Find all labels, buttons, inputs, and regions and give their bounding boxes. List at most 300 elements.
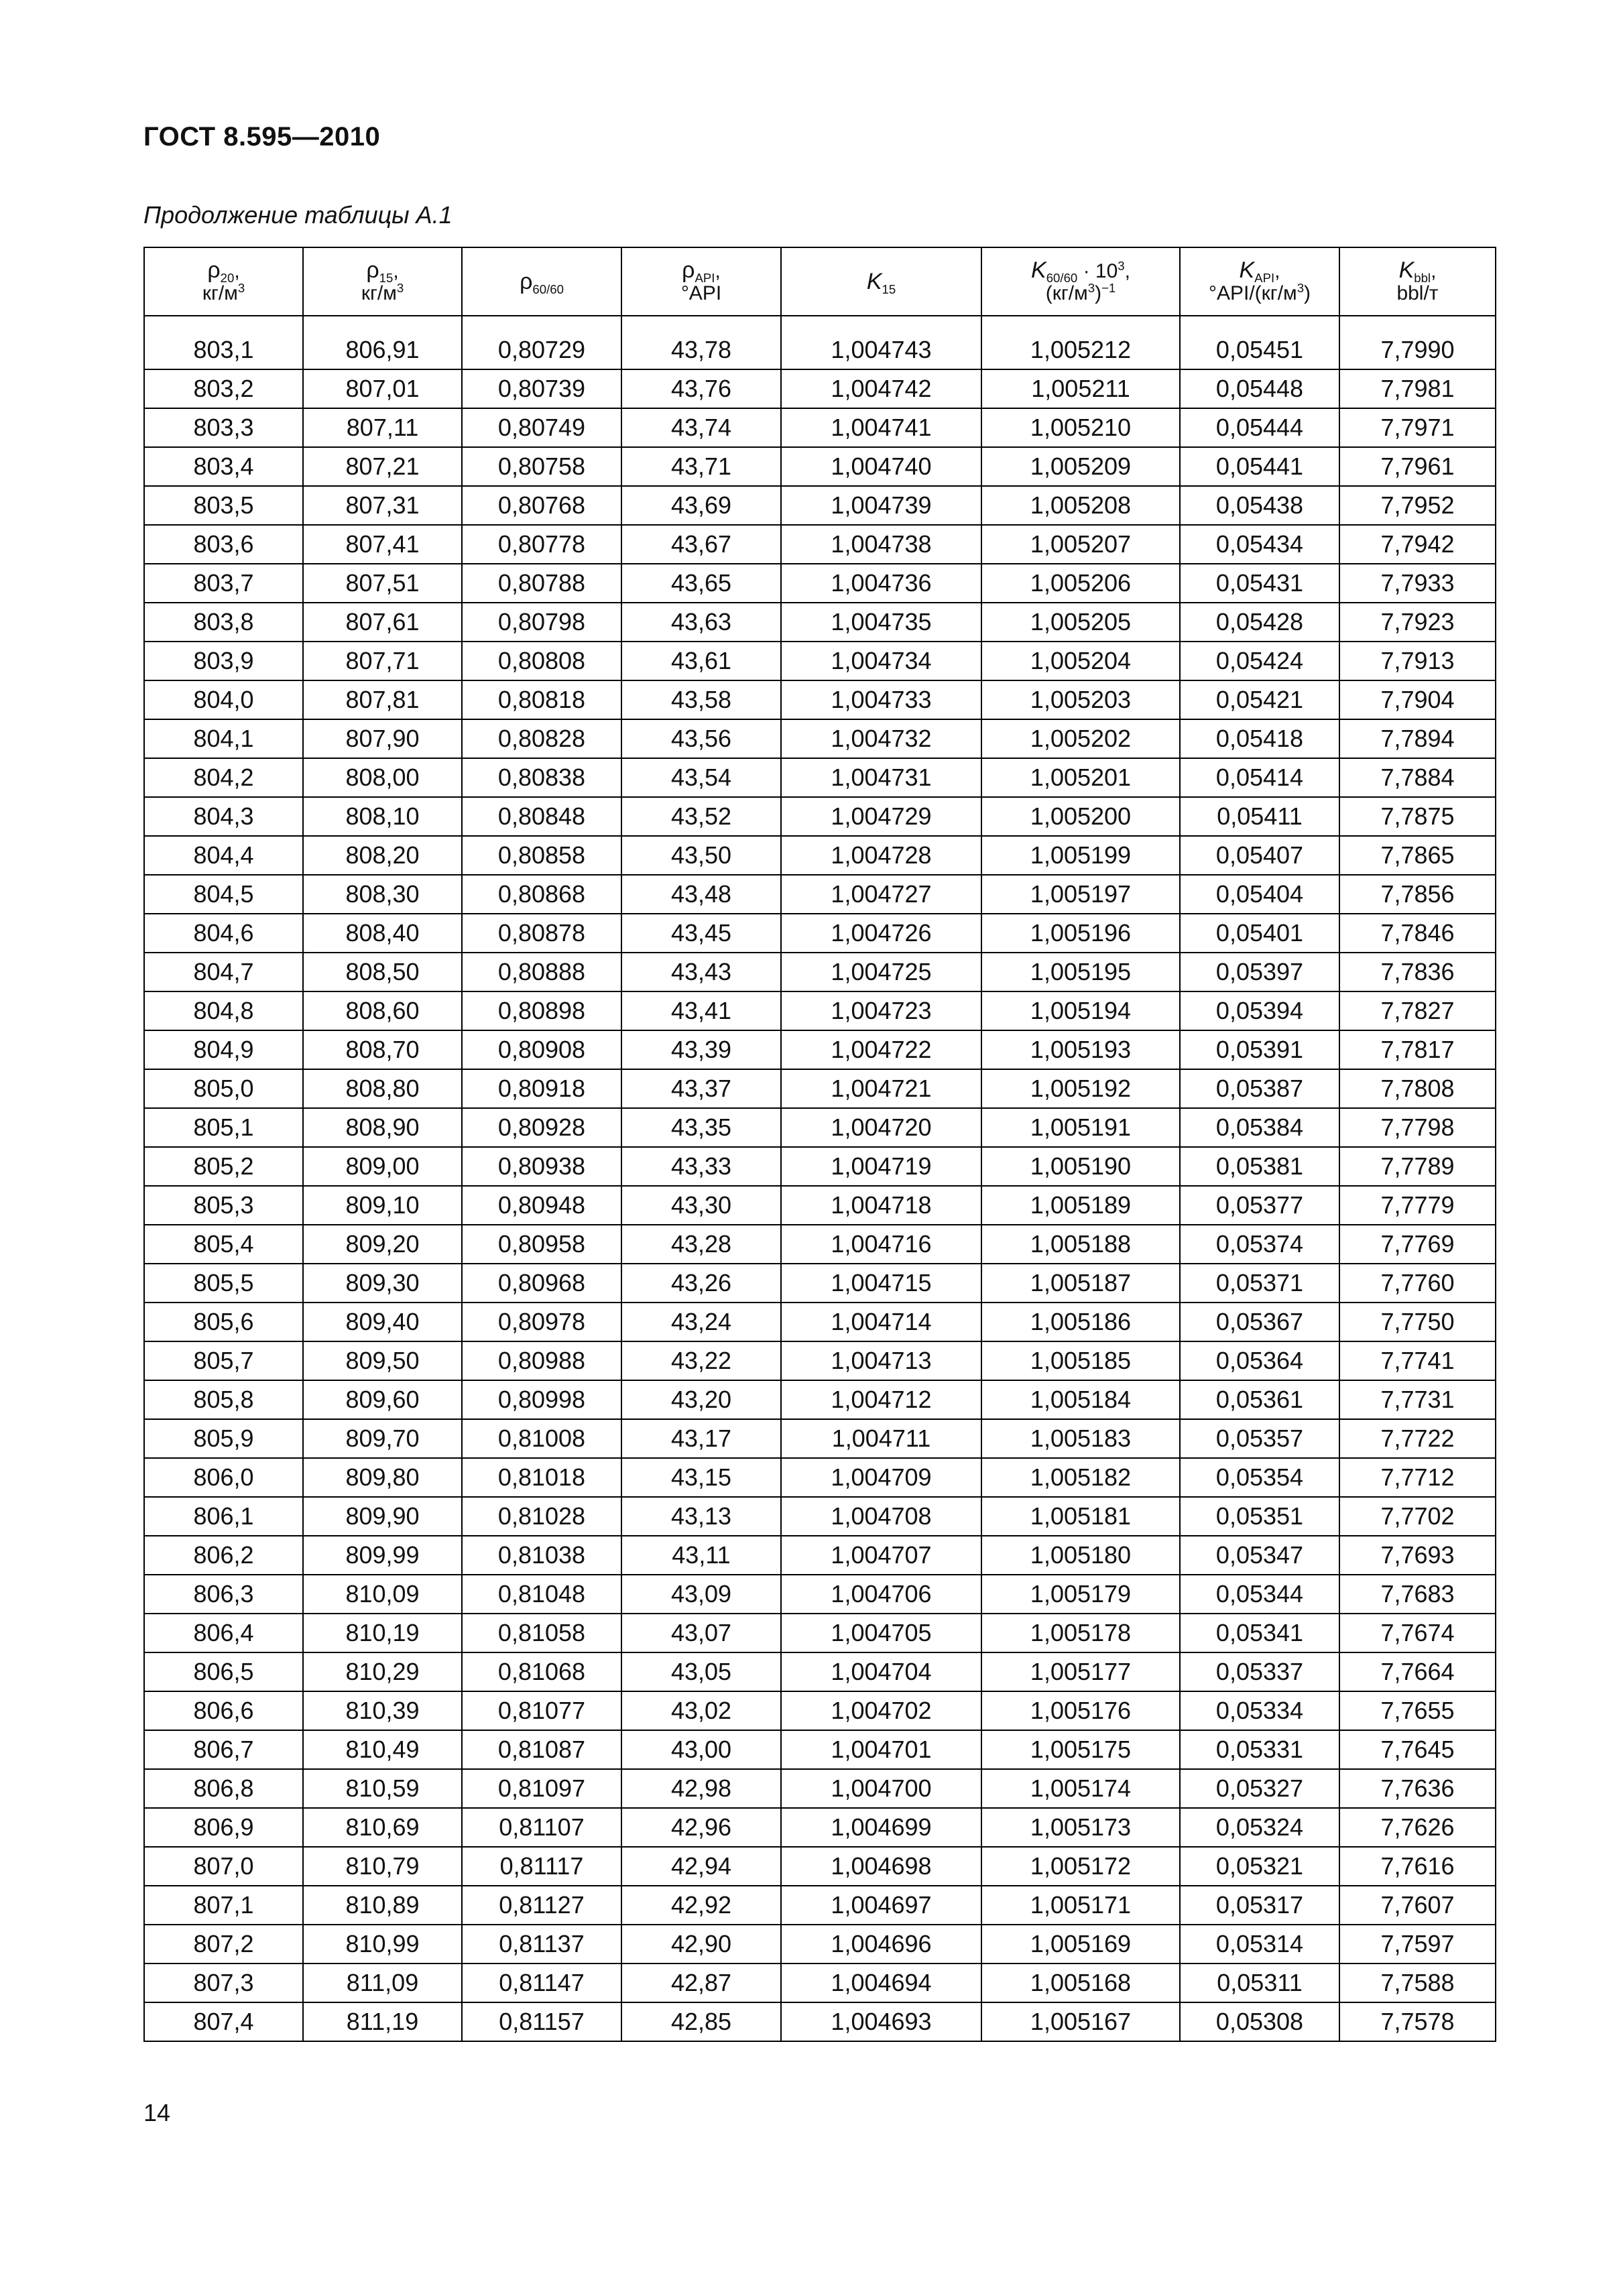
table-cell: 0,81117 [462,1847,621,1886]
table-cell: 7,7789 [1339,1147,1496,1186]
table-cell: 0,05421 [1180,680,1339,719]
table-cell: 1,005169 [981,1925,1180,1963]
table-cell: 1,004735 [781,603,981,642]
table-cell: 805,0 [144,1069,303,1108]
table-cell: 0,05311 [1180,1963,1339,2002]
table-cell: 0,05364 [1180,1341,1339,1380]
table-cell: 1,005185 [981,1341,1180,1380]
table-cell: 7,7616 [1339,1847,1496,1886]
table-cell: 0,05334 [1180,1691,1339,1730]
table-cell: 1,005194 [981,991,1180,1030]
table-cell: 7,7846 [1339,914,1496,953]
table-row [144,836,1496,875]
table-cell: 0,05324 [1180,1808,1339,1847]
table-cell: 1,004706 [781,1575,981,1614]
table-cell: 43,09 [621,1575,781,1614]
table-cell: 1,004711 [781,1419,981,1458]
table-cell: 809,60 [303,1380,462,1419]
table-row [144,680,1496,719]
table-cell: 1,005189 [981,1186,1180,1225]
table-cell: 1,004709 [781,1458,981,1497]
table-cell: 43,45 [621,914,781,953]
table-cell: 0,80788 [462,564,621,603]
table-row [144,1108,1496,1147]
table-cell: 807,41 [303,525,462,564]
table-cell: 809,10 [303,1186,462,1225]
table-cell: 1,004718 [781,1186,981,1225]
table-row [144,642,1496,680]
table-cell: 807,01 [303,369,462,408]
table-cell: 0,80998 [462,1380,621,1419]
table-cell: 0,05407 [1180,836,1339,875]
table-cell: 7,7856 [1339,875,1496,914]
table-cell: 0,05314 [1180,1925,1339,1963]
table-cell: 43,65 [621,564,781,603]
table-cell: 0,80729 [462,331,621,369]
table-cell: 803,2 [144,369,303,408]
table-cell: 43,48 [621,875,781,914]
table-cell: 1,005184 [981,1380,1180,1419]
table-cell: 1,005196 [981,914,1180,953]
table-cell: 806,5 [144,1652,303,1691]
table-cell: 1,004701 [781,1730,981,1769]
table-cell: 810,49 [303,1730,462,1769]
table-row [144,408,1496,447]
table-cell: 43,33 [621,1147,781,1186]
table-cell: 804,6 [144,914,303,953]
table-cell: 1,005188 [981,1225,1180,1264]
table-cell: 0,81008 [462,1419,621,1458]
table-cell: 7,7731 [1339,1380,1496,1419]
table-cell: 0,05371 [1180,1264,1339,1303]
table-row [144,1963,1496,2002]
table-cell: 0,81038 [462,1536,621,1575]
table-cell: 803,6 [144,525,303,564]
table-cell: 806,8 [144,1769,303,1808]
table-cell: 1,004697 [781,1886,981,1925]
table-row [144,1458,1496,1497]
table-cell: 7,7741 [1339,1341,1496,1380]
table-cell: 809,90 [303,1497,462,1536]
table-cell: 0,80858 [462,836,621,875]
table-cell: 803,3 [144,408,303,447]
table-cell: 1,005191 [981,1108,1180,1147]
table-cell: 1,005202 [981,719,1180,758]
table-cell: 0,81097 [462,1769,621,1808]
table-cell: 0,05404 [1180,875,1339,914]
table-row [144,1380,1496,1419]
table-row [144,953,1496,991]
table-cell: 0,80978 [462,1303,621,1341]
table-cell: 808,90 [303,1108,462,1147]
table-cell: 808,70 [303,1030,462,1069]
table-cell: 805,8 [144,1380,303,1419]
table-cell: 0,80808 [462,642,621,680]
table-cell: 1,005174 [981,1769,1180,1808]
table-row [144,369,1496,408]
table-cell: 7,7693 [1339,1536,1496,1575]
table-cell: 7,7588 [1339,1963,1496,2002]
table-row [144,447,1496,486]
table-cell: 43,02 [621,1691,781,1730]
table-cell: 7,7904 [1339,680,1496,719]
table-row [144,1847,1496,1886]
table-cell: 0,80948 [462,1186,621,1225]
table-cell: 1,005190 [981,1147,1180,1186]
table-cell: 807,3 [144,1963,303,2002]
table-cell: 43,58 [621,680,781,719]
table-cell: 808,40 [303,914,462,953]
table-cell: 807,71 [303,642,462,680]
table-cell: 811,19 [303,2002,462,2041]
table-cell: 43,00 [621,1730,781,1769]
table-cell: 0,05411 [1180,797,1339,836]
table-cell: 43,71 [621,447,781,486]
table-cell: 805,7 [144,1341,303,1380]
table-row [144,1069,1496,1108]
table-cell: 807,81 [303,680,462,719]
table-cell: 7,7942 [1339,525,1496,564]
table-row [144,1691,1496,1730]
table-cell: 0,05354 [1180,1458,1339,1497]
table-cell: 42,96 [621,1808,781,1847]
table-row [144,1769,1496,1808]
table-cell: 803,1 [144,331,303,369]
table-cell: 42,92 [621,1886,781,1925]
table-cell: 7,7865 [1339,836,1496,875]
table-row [144,758,1496,797]
table-cell: 1,004731 [781,758,981,797]
table-cell: 803,5 [144,486,303,525]
table-row [144,797,1496,836]
table-cell: 1,004700 [781,1769,981,1808]
table-cell: 0,05414 [1180,758,1339,797]
table-cell: 1,005173 [981,1808,1180,1847]
table-cell: 0,05341 [1180,1614,1339,1652]
header-spacer-row [144,316,1496,331]
table-cell: 7,7597 [1339,1925,1496,1963]
table-cell: 7,7836 [1339,953,1496,991]
table-cell: 1,004728 [781,836,981,875]
table-cell: 1,005208 [981,486,1180,525]
table-cell: 1,004729 [781,797,981,836]
table-cell: 0,05327 [1180,1769,1339,1808]
table-cell: 0,80968 [462,1264,621,1303]
page-number: 14 [143,2099,171,2126]
table-cell: 1,005205 [981,603,1180,642]
table-cell: 1,005179 [981,1575,1180,1614]
table-cell: 1,005180 [981,1536,1180,1575]
table-cell: 1,005178 [981,1614,1180,1652]
table-cell: 1,005187 [981,1264,1180,1303]
table-cell: 0,05431 [1180,564,1339,603]
table-cell: 803,9 [144,642,303,680]
table-cell: 810,89 [303,1886,462,1925]
table-cell: 810,99 [303,1925,462,1963]
table-cell: 0,80898 [462,991,621,1030]
table-cell: 0,81068 [462,1652,621,1691]
table-cell: 1,005192 [981,1069,1180,1108]
table-row [144,914,1496,953]
table-cell: 807,31 [303,486,462,525]
table-cell: 43,78 [621,331,781,369]
table-cell: 809,50 [303,1341,462,1380]
table-cell: 809,99 [303,1536,462,1575]
table-cell: 7,7779 [1339,1186,1496,1225]
table-cell: 7,7933 [1339,564,1496,603]
table-cell: 810,79 [303,1847,462,1886]
table-cell: 7,7607 [1339,1886,1496,1925]
table-cell: 809,70 [303,1419,462,1458]
table-cell: 1,004740 [781,447,981,486]
table-cell: 808,00 [303,758,462,797]
table-cell: 807,61 [303,603,462,642]
table-cell: 1,004738 [781,525,981,564]
table-cell: 1,005209 [981,447,1180,486]
table-cell: 43,37 [621,1069,781,1108]
table-cell: 809,80 [303,1458,462,1497]
table-cell: 0,05391 [1180,1030,1339,1069]
table-cell: 1,004705 [781,1614,981,1652]
table-cell: 43,63 [621,603,781,642]
table-row [144,1419,1496,1458]
table-cell: 0,05374 [1180,1225,1339,1264]
table-cell: 0,80908 [462,1030,621,1069]
table-cell: 804,7 [144,953,303,991]
table-cell: 0,05401 [1180,914,1339,953]
table-cell: 0,80818 [462,680,621,719]
table-cell: 43,69 [621,486,781,525]
table-cell: 7,7808 [1339,1069,1496,1108]
table-cell: 808,10 [303,797,462,836]
table-cell: 1,004719 [781,1147,981,1186]
table-cell: 803,4 [144,447,303,486]
table-cell: 0,05387 [1180,1069,1339,1108]
table-cell: 0,80768 [462,486,621,525]
table-cell: 0,81107 [462,1808,621,1847]
table-cell: 7,7712 [1339,1458,1496,1497]
table-cell: 7,7990 [1339,331,1496,369]
table-cell: 7,7702 [1339,1497,1496,1536]
table-cell: 1,004726 [781,914,981,953]
table-cell: 1,004714 [781,1303,981,1341]
table-cell: 1,004694 [781,1963,981,2002]
table-row [144,875,1496,914]
table-cell: 806,3 [144,1575,303,1614]
table-cell: 1,005175 [981,1730,1180,1769]
table-cell: 1,005207 [981,525,1180,564]
table-cell: 7,7875 [1339,797,1496,836]
table-cell: 0,05448 [1180,369,1339,408]
table-cell: 1,005168 [981,1963,1180,2002]
table-row [144,1730,1496,1769]
table-cell: 808,60 [303,991,462,1030]
table-cell: 0,05308 [1180,2002,1339,2041]
table-cell: 810,39 [303,1691,462,1730]
table-row [144,1925,1496,1963]
table-cell: 0,05351 [1180,1497,1339,1536]
table-cell: 811,09 [303,1963,462,2002]
table-cell: 7,7683 [1339,1575,1496,1614]
table-cell: 43,54 [621,758,781,797]
table-cell: 43,22 [621,1341,781,1380]
table-cell: 804,4 [144,836,303,875]
table-cell: 1,005210 [981,408,1180,447]
col-header-k-bbl: $K_{bbl}$, bbl/т [1339,247,1496,316]
table-cell: 0,80868 [462,875,621,914]
table-cell: 0,80828 [462,719,621,758]
table-cell: 1,004704 [781,1652,981,1691]
table-cell: 43,43 [621,953,781,991]
table-row [144,1575,1496,1614]
table-cell: 1,004733 [781,680,981,719]
table-row [144,1147,1496,1186]
table-cell: 1,004720 [781,1108,981,1147]
table-cell: 809,30 [303,1264,462,1303]
table-row [144,486,1496,525]
table-cell: 0,05381 [1180,1147,1339,1186]
table-cell: 0,81048 [462,1575,621,1614]
table-cell: 7,7760 [1339,1264,1496,1303]
table-cell: 805,1 [144,1108,303,1147]
table-cell: 7,7769 [1339,1225,1496,1264]
table-cell: 43,28 [621,1225,781,1264]
col-header-k6060: $K_{60/60} \cdot 10^3$, $(кг/м^3)^{-1}$ [981,247,1180,316]
table-cell: 43,56 [621,719,781,758]
table-cell: 1,005183 [981,1419,1180,1458]
table-cell: 0,05451 [1180,331,1339,369]
table-cell: 1,004739 [781,486,981,525]
table-cell: 7,7894 [1339,719,1496,758]
table-row [144,2002,1496,2041]
table-cell: 806,2 [144,1536,303,1575]
table-cell: 810,09 [303,1575,462,1614]
table-cell: 803,7 [144,564,303,603]
table-cell: 0,05321 [1180,1847,1339,1886]
table-cell: 0,80958 [462,1225,621,1264]
table-cell: 0,05418 [1180,719,1339,758]
table-cell: 806,4 [144,1614,303,1652]
table-cell: 806,7 [144,1730,303,1769]
table-cell: 7,7961 [1339,447,1496,486]
table-cell: 1,004723 [781,991,981,1030]
table-cell: 804,1 [144,719,303,758]
table-row [144,1652,1496,1691]
table-cell: 7,7817 [1339,1030,1496,1069]
table-cell: 1,005167 [981,2002,1180,2041]
table-cell: 0,80749 [462,408,621,447]
table-cell: 0,80739 [462,369,621,408]
table-row [144,719,1496,758]
table-cell: 806,9 [144,1808,303,1847]
table-cell: 806,0 [144,1458,303,1497]
table-cell: 1,005203 [981,680,1180,719]
table-row [144,1808,1496,1847]
table-cell: 42,98 [621,1769,781,1808]
table-cell: 808,20 [303,836,462,875]
table-cell: 810,59 [303,1769,462,1808]
table-cell: 805,4 [144,1225,303,1264]
table-cell: 43,11 [621,1536,781,1575]
table-cell: 43,24 [621,1303,781,1341]
table-cell: 7,7827 [1339,991,1496,1030]
table-cell: 7,7913 [1339,642,1496,680]
table-cell: 1,004736 [781,564,981,603]
table-cell: 1,005181 [981,1497,1180,1536]
table-cell: 0,81157 [462,2002,621,2041]
table-cell: 806,91 [303,331,462,369]
table-row [144,1536,1496,1575]
table-cell: 1,005199 [981,836,1180,875]
table-cell: 0,05434 [1180,525,1339,564]
table-body [144,316,1496,2041]
table-cell: 1,004722 [781,1030,981,1069]
table-cell: 804,8 [144,991,303,1030]
table-cell: 1,005186 [981,1303,1180,1341]
table-cell: 7,7626 [1339,1808,1496,1847]
table-cell: 807,4 [144,2002,303,2041]
table-cell: 43,76 [621,369,781,408]
table-cell: 43,26 [621,1264,781,1303]
table-cell: 43,15 [621,1458,781,1497]
table-cell: 0,05344 [1180,1575,1339,1614]
table-cell: 807,0 [144,1847,303,1886]
col-header-rho15: $\rho_{15}$, $кг/м^3$ [303,247,462,316]
table-cell: 1,004707 [781,1536,981,1575]
table-cell: 7,7655 [1339,1691,1496,1730]
table-caption: Продолжение таблицы А.1 [143,201,453,229]
table-cell: 804,2 [144,758,303,797]
table-cell: 804,0 [144,680,303,719]
col-header-rho6060: $\rho_{60/60}$ [462,247,621,316]
table-cell: 805,2 [144,1147,303,1186]
table-cell: 808,50 [303,953,462,991]
table-row [144,1886,1496,1925]
table-cell: 0,80848 [462,797,621,836]
table-cell: 1,005182 [981,1458,1180,1497]
table-cell: 805,5 [144,1264,303,1303]
table-cell: 1,004734 [781,642,981,680]
table-cell: 1,004741 [781,408,981,447]
table-cell: 7,7798 [1339,1108,1496,1147]
table-cell: 1,004698 [781,1847,981,1886]
table-cell: 0,80988 [462,1341,621,1380]
table-cell: 0,80838 [462,758,621,797]
table-cell: 0,80878 [462,914,621,953]
table-cell: 0,81077 [462,1691,621,1730]
table-cell: 7,7636 [1339,1769,1496,1808]
table-cell: 1,004699 [781,1808,981,1847]
table-cell: 1,005201 [981,758,1180,797]
table-cell: 804,5 [144,875,303,914]
table-cell: 43,13 [621,1497,781,1536]
table-row [144,1225,1496,1264]
table-cell: 43,05 [621,1652,781,1691]
table-cell: 43,61 [621,642,781,680]
table-cell: 7,7664 [1339,1652,1496,1691]
table-cell: 7,7750 [1339,1303,1496,1341]
table-cell: 7,7923 [1339,603,1496,642]
table-cell: 810,69 [303,1808,462,1847]
table-cell: 7,7578 [1339,2002,1496,2041]
table-cell: 805,3 [144,1186,303,1225]
table-row [144,1341,1496,1380]
table-row [144,564,1496,603]
table-cell: 1,004715 [781,1264,981,1303]
table-row [144,1497,1496,1536]
table-cell: 0,05331 [1180,1730,1339,1769]
table-cell: 805,9 [144,1419,303,1458]
